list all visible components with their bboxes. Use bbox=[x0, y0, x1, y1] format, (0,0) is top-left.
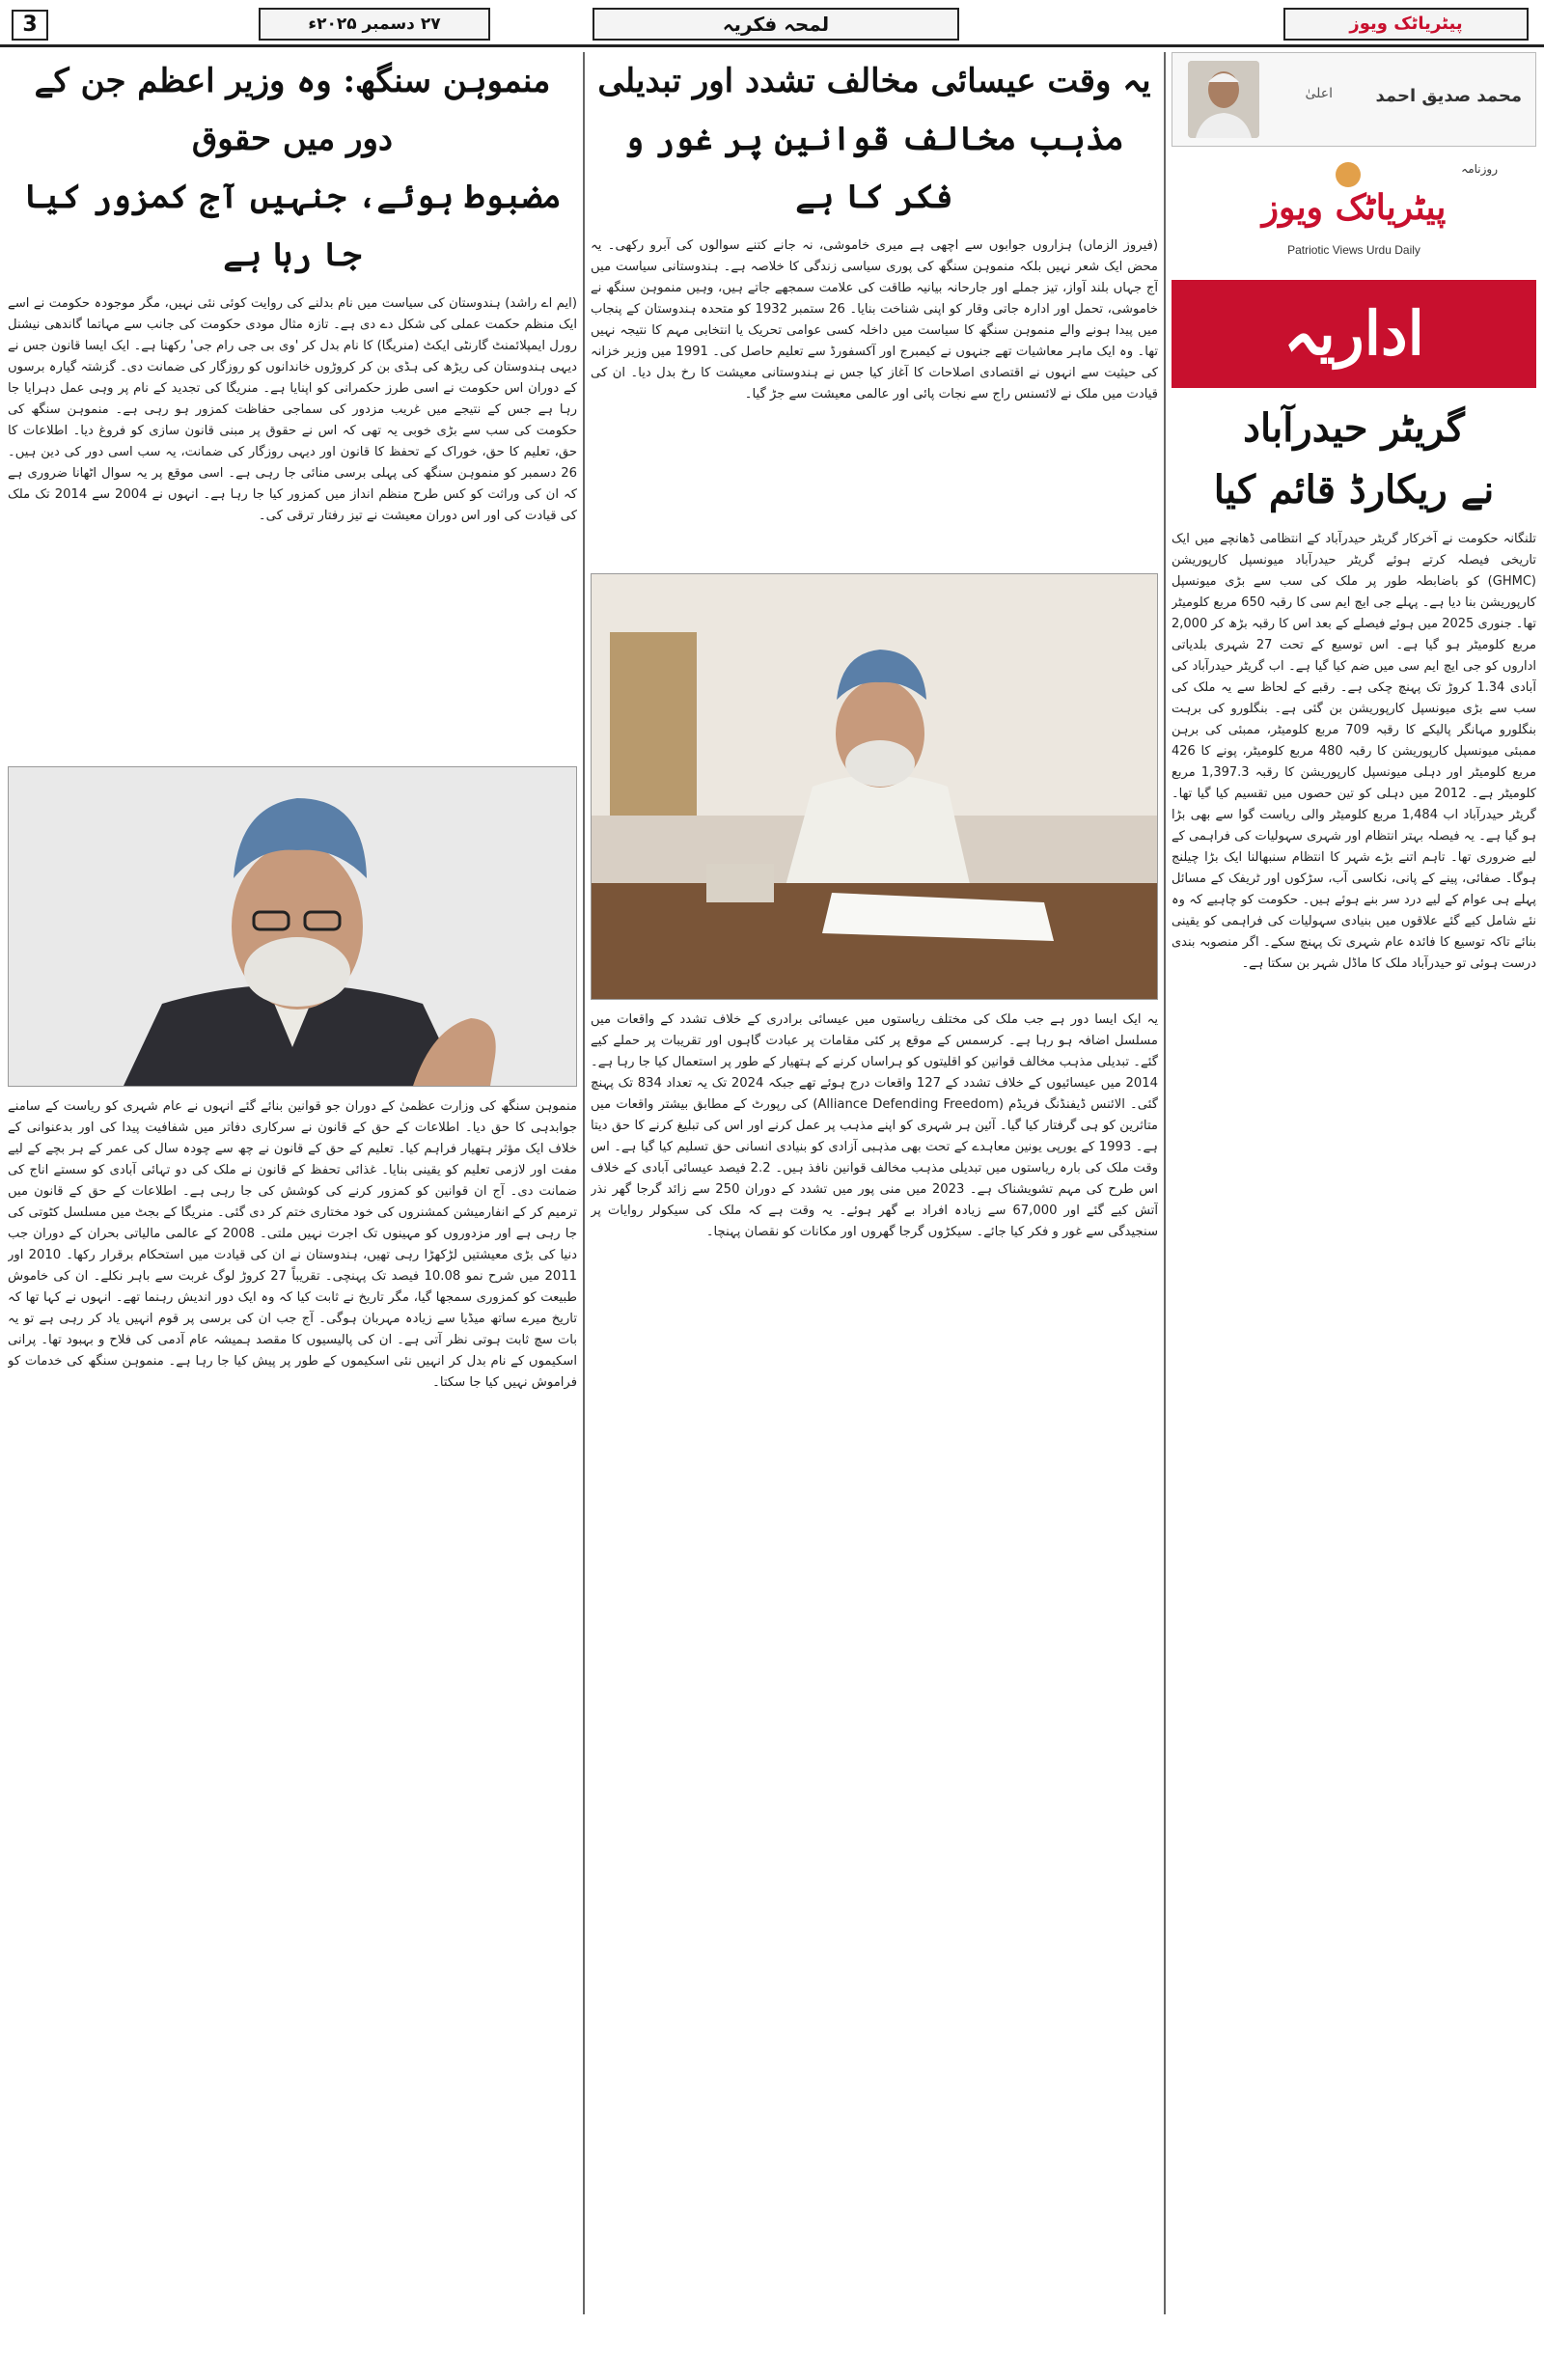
page-header bbox=[0, 0, 1544, 44]
section-title: لمحہ فکریہ bbox=[593, 8, 959, 41]
middle-article-body-bottom: یہ ایک ایسا دور ہے جب ملک کی مختلف ریاستوں میں عیسائی برادری کے خلاف تشدد کے واقعات میں مسلسل اضافہ ہو رہا ہے۔ کرسمس کے موقع پر کئی مقامات پر عبادت گاہوں اور تقریبات پر حملے کیے گئے۔ تبدیلی مذہب مخالف قوانین کو اقلیتوں کو ہراساں کرنے کے ہتھیار کے طور پر استعمال کیا جا رہا ہے۔ 2014 میں عیسائیوں کے خلاف تشدد کے 127 واقعات درج ہوئے تھے جبکہ 2024 تک یہ تعداد 834 تک پہنچ گئی۔ الائنس ڈیفنڈنگ فریڈم (Alliance Defending Freedom) کی رپورٹ کے مطابق بیشتر واقعات میں متاثرین کو ہی گرفتار کیا گیا۔ آئین ہر شہری کو اپنے مذہب پر عمل کرنے اور اس کی تبلیغ کرنے کا حق دیتا ہے۔ 1993 کے یورپی یونین معاہدے کے تحت بھی مذہبی آزادی کو بنیادی انسانی حق تسلیم کیا گیا ہے۔ اس وقت ملک کی بارہ ریاستوں میں تبدیلی مذہب مخالف قوانین نافذ ہیں۔ 2.2 فیصد عیسائی آبادی کے خلاف اس طرح کی مہم تشویشناک ہے۔ 2023 میں منی پور میں تشدد کے دوران 250 سے زائد گرجا گھر نذر آتش کیے گئے اور 67,000 سے زیادہ افراد بے گھر ہوئے۔ یہ وقت ہے کہ ملک کی سیکولر روایات پر سنجیدگی سے غور و فکر کیا جائے۔ سیکڑوں گرجا گھروں اور مکانات کو نقصان پہنچا۔ bbox=[591, 1012, 1158, 1239]
daily-label: روزنامہ bbox=[1461, 162, 1498, 176]
editorial-title-line1: گریٹر حیدرآباد bbox=[1243, 405, 1465, 451]
columnist-name: محمد صدیق احمد bbox=[1375, 86, 1522, 106]
middle-article-photo bbox=[591, 573, 1158, 1000]
paper-name-urdu: پیٹریاٹک ویوز bbox=[1261, 187, 1447, 228]
editorial-body: تلنگانہ حکومت نے آخرکار گریٹر حیدرآباد کے انتظامی ڈھانچے میں ایک تاریخی فیصلہ کرتے ہوئے گریٹر حیدرآباد میونسپل کارپوریشن (GHMC) کو باضابطہ طور پر ملک کی سب سے بڑی میونسپل کارپوریشن بنا دیا ہے۔ پہلے جی ایچ ایم سی کا رقبہ 650 مربع کلومیٹر تھا۔ جنوری 2025 میں ہوئے فیصلے کے بعد اس کا رقبہ بڑھ کر 2,000 مربع کلومیٹر ہو گیا ہے۔ اس توسیع کے تحت 27 شہری بلدیاتی اداروں کو جی ایچ ایم سی میں ضم کیا گیا ہے۔ اب گریٹر حیدرآباد کی آبادی 1.34 کروڑ تک پہنچ چکی ہے۔ رقبے کے لحاظ سے یہ ملک کی سب سے بڑی میونسپل کارپوریشن بن گئی ہے۔ بنگلورو کی برہت بنگلورو مہانگر پالیکے کا رقبہ 709 مربع کلومیٹر، ممبئی کی برہن ممبئی میونسپل کارپوریشن کا رقبہ 480 مربع کلومیٹر، پونے کا 426 مربع کلومیٹر اور دہلی میونسپل کارپوریشن کا رقبہ 1,397.3 مربع کلومیٹر ہے۔ 2012 میں دہلی کو تین حصوں میں تقسیم کیا گیا تھا۔ گریٹر حیدرآباد اب 1,484 مربع کلومیٹر والی ریاست گوا سے بھی بڑا ہو گیا ہے۔ یہ فیصلہ بہتر انتظام اور شہری سہولیات کی فراہمی کے لیے ضروری تھا۔ تاہم اتنے بڑے شہر کا انتظام سنبھالنا ایک بڑا چیلنج ہوگا۔ صفائی، پینے کے پانی، نکاسی آب، سڑکوں اور ٹریفک کے مسائل پہلے ہی عوام کے لیے درد سر بنے ہوئے ہیں۔ حکومت کو چاہیے کہ وہ نئے شامل کیے گئے علاقوں میں بنیادی سہولیات کی فراہمی کو یقینی بنائے تاکہ توسیع کا فائدہ عام شہری تک پہنچ سکے۔ اگر منصوبہ بندی درست ہوئی تو حیدرآباد ملک کا ماڈل شہر بن سکتا ہے۔ bbox=[1172, 532, 1536, 971]
left-headline bbox=[8, 52, 577, 284]
editorial-column bbox=[1172, 52, 1536, 2314]
left-headline-line2: مضبوط ہوئے، جنہیں آج کمزور کیا جا رہا ہے bbox=[23, 178, 562, 274]
header-logo: پیٹریاٹک ویوز bbox=[1283, 8, 1529, 41]
avatar-icon bbox=[1188, 61, 1259, 138]
editorial-title bbox=[1172, 398, 1536, 521]
columnist-box bbox=[1172, 52, 1536, 147]
left-article-body-bottom: منموہن سنگھ کی وزارت عظمیٰ کے دوران جو قوانین بنائے گئے انہوں نے عام شہری کو ریاست کے سامنے جوابدہی کا حق دیا۔ اطلاعات کے حق کے قانون نے سرکاری دفاتر میں شفافیت پیدا کی اور بدعنوانی کے خلاف ایک مؤثر ہتھیار فراہم کیا۔ تعلیم کے حق کے قانون نے چھ سے چودہ سال کی عمر کے ہر بچے کے لیے مفت اور لازمی تعلیم کو یقینی بنایا۔ غذائی تحفظ کے قانون نے ملک کی دو تہائی آبادی کو سستے اناج کی ضمانت دی۔ آج ان قوانین کو کمزور کرنے کی کوشش کی جا رہی ہے۔ اطلاعات کے حق کے قانون میں ترمیم کر کے انفارمیشن کمشنروں کی خود مختاری ختم کر دی گئی۔ منریگا کے بجٹ میں مسلسل کٹوتی کی جا رہی ہے اور مزدوروں کو مہینوں تک اجرت نہیں ملتی۔ 2008 کے عالمی مالیاتی بحران کے دوران جب دنیا کی بڑی معیشتیں لڑکھڑا رہی تھیں، ہندوستان نے ان کی قیادت میں استحکام برقرار رکھا۔ 2010 اور 2011 میں شرح نمو 10.08 فیصد تک پہنچی۔ تقریباً 27 کروڑ لوگ غربت سے باہر نکلے۔ ان کی خاموش طبیعت کو کمزوری سمجھا گیا، مگر تاریخ نے ثابت کیا کہ وہ ایک دور اندیش رہنما تھے۔ انہوں نے کہا تھا کہ تاریخ میرے ساتھ میڈیا سے زیادہ مہربان ہوگی۔ آج جب ان کی برسی پر قوم انہیں یاد کر رہی ہے تو یہ بات سچ ثابت ہوتی نظر آتی ہے۔ ان کی پالیسیوں کا مقصد ہمیشہ عام آدمی کی فلاح و بہبود تھا۔ پرانی اسکیموں کے نام بدل کر انہیں نئی اسکیموں کے طور پر پیش کیا جا رہا ہے۔ منموہن سنگھ کی خدمات کو فراموش نہیں کیا جا سکتا۔ bbox=[8, 1099, 577, 1390]
portrait-illustration bbox=[9, 767, 576, 1086]
paper-logo bbox=[1172, 154, 1536, 270]
columnist-tag: اعلیٰ bbox=[1305, 86, 1333, 101]
column-divider-right bbox=[1164, 52, 1166, 2314]
middle-headline-line1: یہ وقت عیسائی مخالف تشدد اور تبدیلی bbox=[597, 62, 1151, 100]
paper-name-english: Patriotic Views Urdu Daily bbox=[1287, 243, 1420, 257]
middle-headline-line2: مذہب مخالف قوانین پر غور و فکر کا ہے bbox=[624, 120, 1124, 216]
columnist-avatar bbox=[1188, 61, 1259, 138]
middle-article-body-top: (فیروز الزماں) ہزاروں جوابوں سے اچھی ہے میری خاموشی، نہ جانے کتنے سوالوں کی آبرو رکھی۔ یہ محض ایک شعر نہیں بلکہ منموہن سنگھ کی پوری سیاسی زندگی کا خلاصہ ہے۔ ہندوستانی سیاست میں آج جہاں بلند آواز، تیز جملے اور جارحانہ بیانیہ طاقت کی علامت سمجھے جاتے ہیں، وہیں منموہن سنگھ نے خاموشی، تحمل اور ادارہ جاتی وقار کو اپنی شناخت بنایا۔ 26 ستمبر 1932 کو متحدہ ہندوستان کے پنجاب میں پیدا ہونے والے منموہن سنگھ کا سیاست میں داخلہ کسی عوامی تحریک یا انتخابی مہم کا نتیجہ نہیں تھا۔ وہ ایک ماہر معاشیات تھے جنہوں نے کیمبرج اور آکسفورڈ سے تعلیم حاصل کی۔ 1991 میں وزیر خزانہ کی حیثیت سے انہوں نے اقتصادی اصلاحات کا آغاز کیا جس نے ہندوستانی معیشت کا رخ بدل دیا۔ ان کی قیادت میں ملک نے لائسنس راج سے نجات پائی اور عالمی معیشت سے جڑ گیا۔ bbox=[591, 238, 1158, 401]
left-headline-line1: منموہن سنگھ: وہ وزیر اعظم جن کے دور میں حقوق bbox=[34, 62, 551, 158]
middle-article bbox=[591, 52, 1158, 2314]
editorial-title-line2: نے ریکارڈ قائم کیا bbox=[1213, 467, 1495, 512]
logo-emblem-icon bbox=[1336, 162, 1361, 187]
left-article bbox=[8, 52, 577, 2314]
editorial-banner: اداریہ bbox=[1172, 280, 1536, 388]
left-article-body-top: (ایم اے راشد) ہندوستان کی سیاست میں نام بدلنے کی روایت کوئی نئی نہیں، مگر موجودہ حکومت نے اسے ایک منظم حکمت عملی کی شکل دے دی ہے۔ تازہ مثال مودی حکومت کی جانب سے مہاتما گاندھی نیشنل رورل ایمپلائمنٹ گارنٹی ایکٹ (منریگا) کا نام بدل کر 'وی بی جی رام جی' رکھنا ہے۔ ایک ایسا قانون جس نے دیہی ہندوستان کی ریڑھ کی ہڈی بن کر کروڑوں خاندانوں کو روزگار کی ضمانت دی۔ گزشتہ گیارہ برسوں کے دوران اس حکومت نے اسی طرز حکمرانی کو اپنایا ہے۔ منریگا کی تجدید کے نام پر وہی عمل دہرایا جا رہا ہے جس کے نتیجے میں غریب مزدور کی سماجی حفاظت کمزور ہو رہی ہے۔ منموہن سنگھ کی حکومت کی سب سے بڑی خوبی یہ تھی کہ اس نے حقوق پر مبنی قانون سازی کو فروغ دیا۔ اطلاعات کا حق، تعلیم کا حق، خوراک کے تحفظ کا قانون اور دیہی روزگار کی ضمانت، یہ سب اسی دور کی دین ہیں۔ 26 دسمبر کو منموہن سنگھ کی پہلی برسی منائی جا رہی ہے۔ اسی موقع پر یہ سوال اٹھانا ضروری ہے کہ ان کی وراثت کو کس طرح منظم انداز میں کمزور کیا جا رہا ہے۔ انہوں نے 2004 سے 2014 تک ملک کی قیادت کی اور اس دوران معیشت نے تیز رفتار ترقی کی۔ bbox=[8, 296, 577, 523]
column-divider-left bbox=[583, 52, 585, 2314]
desk-illustration bbox=[592, 574, 1157, 999]
header-rule bbox=[0, 44, 1544, 47]
page-number: 3 bbox=[12, 10, 48, 41]
issue-date: ۲۷ دسمبر ۲۰۲۵ء bbox=[259, 8, 490, 41]
middle-headline bbox=[591, 52, 1158, 226]
left-article-photo bbox=[8, 766, 577, 1087]
